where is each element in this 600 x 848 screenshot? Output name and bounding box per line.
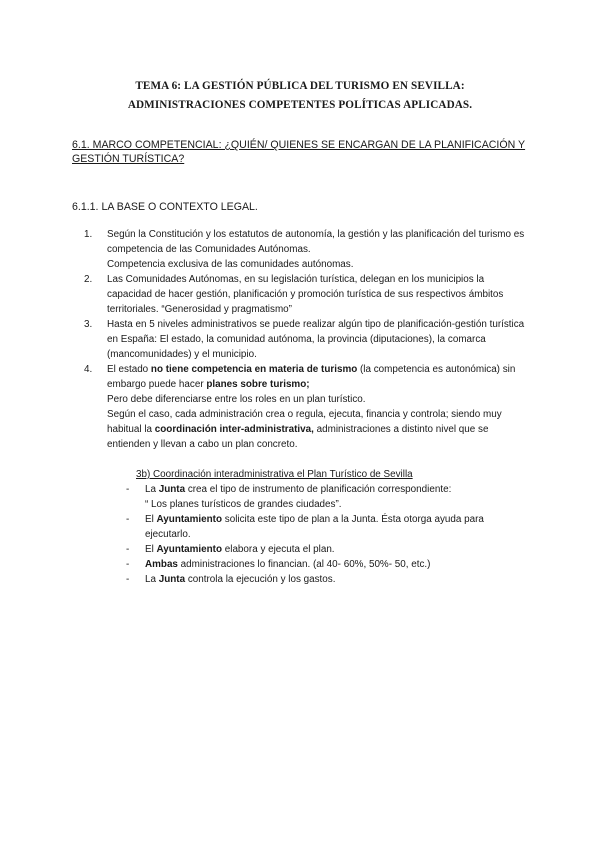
list-item — [84, 362, 530, 452]
subsection-heading: 6.1.1. LA BASE O CONTEXTO LEGAL. — [72, 201, 258, 213]
list-item-text: Según el caso, cada administración crea o regula, ejecuta, financia y controla; siendo muy habitual la coordinación inter-administrativa, administraciones a distinto nivel que se entienden y llevan a cabo un plan concreto. — [107, 409, 502, 450]
bullet-item — [126, 482, 530, 512]
list-item — [84, 227, 530, 272]
list-item-text: Hasta en 5 niveles administrativos se puede realizar algún tipo de planificación-gestión turística en España: El estado, la comunidad autónoma, la provincia (diputaciones), la comarca (mancomunidades) y el municipio. — [107, 319, 525, 360]
dash-marker: - — [126, 559, 130, 570]
bullet-text: El Ayuntamiento solicita este tipo de plan a la Junta. Ésta otorga ayuda para ejecutarlo. — [145, 514, 484, 540]
coordination-subheading: 3b) Coordinación interadministrativa el Plan Turístico de Sevilla — [136, 469, 413, 480]
dash-marker: - — [126, 484, 130, 495]
bold-text: planes sobre turismo; — [206, 379, 310, 390]
list-number: 4. — [84, 364, 93, 375]
list-item-text: El estado no tiene competencia en materia de turismo (la competencia es autonómica) sin embargo puede hacer planes sobre turismo; — [107, 364, 516, 390]
bold-text: Junta — [158, 574, 186, 585]
bullet-item — [126, 557, 530, 572]
bullet-item — [126, 572, 530, 587]
list-item-text: Competencia exclusiva de las comunidades autónomas. — [107, 259, 354, 270]
section-heading: 6.1. MARCO COMPETENCIAL: ¿QUIÉN/ QUIENES SE ENCARGAN DE LA PLANIFICACIÓN Y GESTIÓN TURÍSTICA? — [72, 139, 526, 165]
dash-marker: - — [126, 574, 130, 585]
bold-text: Ayuntamiento — [156, 514, 223, 525]
bullet-text: “ Los planes turísticos de grandes ciudades”. — [145, 499, 342, 510]
bold-text: Ayuntamiento — [156, 544, 223, 555]
bold-text: Ambas — [145, 559, 178, 570]
bullet-text: Ambas administraciones lo financian. (al 40- 60%, 50%- 50, etc.) — [145, 559, 431, 570]
bullet-list — [126, 482, 530, 587]
bullet-item — [126, 512, 530, 542]
list-item-text: Las Comunidades Autónomas, en su legislación turística, delegan en los municipios la capacidad de hacer gestión, planificación y promoción turística de sus respectivos ámbitos territoriales. “Generosidad y pragmatismo” — [107, 274, 504, 315]
list-item-text: Pero debe diferenciarse entre los roles en un plan turístico. — [107, 394, 366, 405]
bullet-item — [126, 542, 530, 557]
bullet-text: El Ayuntamiento elabora y ejecuta el plan. — [145, 544, 335, 555]
title-line-1: TEMA 6: LA GESTIÓN PÚBLICA DEL TURISMO EN SEVILLA: — [135, 80, 465, 92]
list-number: 3. — [84, 319, 93, 330]
list-number: 1. — [84, 229, 93, 240]
list-number: 2. — [84, 274, 93, 285]
bold-text: Junta — [158, 484, 186, 495]
document-title — [40, 77, 560, 115]
list-item-text: Según la Constitución y los estatutos de autonomía, la gestión y las planificación del turismo es competencia de las Comunidades Autónomas. — [107, 229, 525, 255]
list-item — [84, 272, 530, 317]
bullet-text: La Junta controla la ejecución y los gastos. — [145, 574, 336, 585]
list-item — [84, 317, 530, 362]
dash-marker: - — [126, 544, 130, 555]
dash-marker: - — [126, 514, 130, 525]
bold-text: coordinación inter-administrativa, — [154, 424, 314, 435]
numbered-list — [84, 227, 530, 452]
bullet-text: La Junta crea el tipo de instrumento de planificación correspondiente: — [145, 484, 452, 495]
bold-text: no tiene competencia en materia de turismo — [150, 364, 358, 375]
title-line-2: ADMINISTRACIONES COMPETENTES POLÍTICAS APLICADAS. — [127, 99, 473, 111]
